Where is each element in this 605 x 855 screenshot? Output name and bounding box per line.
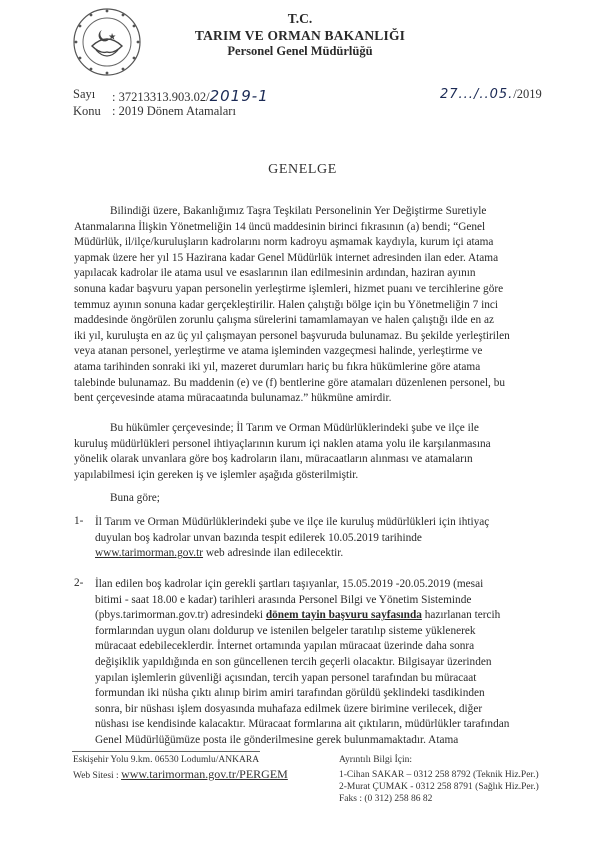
document-date [440,87,542,102]
header-tc: T.C. [287,11,313,26]
date-handwritten: 27.../..05. [440,87,514,102]
p2-line: yönelik olarak unvanlara göre boş kadroların ilanı, müracaatların alınması ve atamaların [74,453,473,466]
item-1-line: www.tarimorman.gov.tr web adresinde ilan edilecektir. [95,547,344,560]
p1-line: veya atanan personel, yerleştirme ve atama işleminden vazgeçmesi halinde, yerleştirme ve [74,345,483,358]
footer-info-title: Ayrıntılı Bilgi İçin: [339,755,413,765]
header-ministry: TARIM VE ORMAN BAKANLIĞI [194,28,406,43]
item-2-line: nüshası ise kendisinde kalacaktır. Müracaat formlarına ait çıktıların, müdürlükler tarafından [95,718,510,731]
item-2-line: müracaat edebileceklerdir. İnternet ortamında yapılan müracaat üzerinde daha sonra [95,640,475,653]
paragraph-1 [74,204,540,407]
p1-line: bent çerçevesinde atama müracaatında bulunamaz.” hükmüne amirdir. [74,392,392,405]
sayi-number: : 37213313.903.02/ [112,90,210,104]
footer-info [339,754,539,805]
konu-value: : 2019 Dönem Atamaları [112,104,236,118]
p1-line: Bilindiği üzere, Bakanlığımız Taşra Teşkilatı Personelinin Yer Değiştirme Suretiyle [110,205,487,217]
footer-divider [72,751,260,752]
sayi-handwritten: 2019-1 [209,87,269,105]
paragraph-3: Buna göre; [110,492,160,504]
p2-line: kuruluş müdürlükleri personel ihtiyaçlarının kurum içi naklen atama yolu ile karşılanmasına [74,437,491,450]
p1-line: yapılacak kadrolar ile atama usul ve esaslarının ilan edilmesinin ardından, haziran ayının [74,267,476,280]
item-1-line: İl Tarım ve Orman Müdürlüklerindeki şube ve ilçe ile kuruluş müdürlükleri için ihtiyaç [95,516,490,528]
item-2-line: sonra, bir nüshası işlem dosyasında muhafaza edilmek üzere birimine verilecek, diğer [95,702,483,715]
p1-line: yapmak üzere her yıl 15 Hazirana kadar Genel Müdürlük internet adresinden ilan eder. Atama [74,251,499,264]
footer-contact-1: 1-Cihan SAKAR – 0312 258 8792 (Teknik Hiz.Per.) [339,770,539,780]
footer-fax: Faks : (0 312) 258 86 82 [339,794,433,804]
item-2-line: formundan iki nüsha çıktı alınıp birim amiri tarafından görüldü şeklindeki tasdikinden [95,687,485,700]
tarimorman-link[interactable]: www.tarimorman.gov.tr [95,547,204,560]
p1-line: atama tarihinden sonraki iki yıl, mazeret durumları hariç bu fıkra hükümlerine göre atama [74,360,481,373]
item-2-line: Genel Müdürlüğümüze posta ile gönderilmesine gerek bulunmamaktadır. Atama [95,733,459,746]
p2-line: yapılabilmesi için gereken iş ve işlemler aşağıda gösterilmiştir. [74,468,359,481]
p1-line: iki yıl, kuruluşta en az üç yıl çalışmayan personel başvuruda bulunamaz. Bu şekilde yerleştirilen [74,329,510,342]
date-year: /2019 [513,87,542,101]
footer-web-label: Web Sitesi : [73,771,122,781]
paragraph-2 [74,421,540,483]
p1-line: talebinde bulunamaz. Bu maddenin (e) ve (f) bentlerine göre atamaları düzenlenen personel, bu [74,376,505,389]
ministry-logo [62,6,152,78]
item-1-number: 1- [74,515,84,527]
konu-label: Konu [73,104,101,118]
sayi-value [112,87,269,105]
item-2-line: yapılan işlemlerin güvenliği açısından, tercih yapan personel tarafından bu müracaat [95,671,477,684]
item-1-line: duyulan boş kadrolar unvan bazında tespit edilerek 10.05.2019 tarihinde [95,531,422,544]
donem-tayin-emphasis: dönem tayin başvuru sayfasında [265,609,422,622]
document-title: GENELGE [268,162,337,177]
footer-contact-2: 2-Murat ÇUMAK - 0312 258 8791 (Sağlık Hiz.Per.) [339,782,539,792]
item-2-line: (pbys.tarimorman.gov.tr) adresindeki dönem tayin başvuru sayfasında hazırlanan tercih [95,609,501,622]
item-2-number: 2- [74,577,84,589]
sayi-label: Sayı [73,87,96,101]
item-2-line: formlarından uygun olanı doldurup ve istenilen belgeler taratılıp sisteme yüklenerek [95,624,476,637]
item-2-line: değişiklik yapıldığında en son güncellenen tercih geçerli olacaktır. Bilgisayar üzerinden [95,655,492,668]
p1-line: Atanmalarına İlişkin Yönetmeliğin 14 üncü maddesinin birinci fıkrasının (a) bendi; “Genel [74,220,486,233]
footer-website [73,768,288,782]
footer-address: Eskişehir Yolu 9.km. 06530 Lodumlu/ANKARA [73,755,260,765]
p1-line: maddesinde öngörülen zorunlu çalışma sürelerini tamamlamayan ve halen çalıştığı ilde en az [74,314,495,327]
p1-line: temmuz ayının sonuna kadar gerçekleştirilir. Halen çalıştığı bölge için bu Yönetmeliğin 7 inci [74,298,499,311]
item-2-line: İlan edilen boş kadrolar için gerekli şartları taşıyanlar, 15.05.2019 -20.05.2019 (mesai [95,578,484,590]
header-department: Personel Genel Müdürlüğü [227,44,373,58]
p1-line: Müdürlük, il/ilçe/kuruluşların kadrolarını norm kadroyu aşmamak kaydıyla, kurum içi atama [74,236,494,249]
p1-line: sonuna kadar başvuru yapan personelin yerleştirme işlemleri, hizmet puanı ve tercihlerine göre [74,282,504,295]
footer-web-link[interactable]: www.tarimorman.gov.tr/PERGEM [121,767,288,781]
p2-line: Bu hükümler çerçevesinde; İl Tarım ve Orman Müdürlüklerindeki şube ve ilçe ile [110,422,479,434]
item-1 [95,515,540,562]
item-2 [95,577,540,749]
item-2-line: bitimi - saat 18.00 e kadar) tarihleri arasında Personel Bilgi ve Yönetim Sisteminde [95,593,472,606]
